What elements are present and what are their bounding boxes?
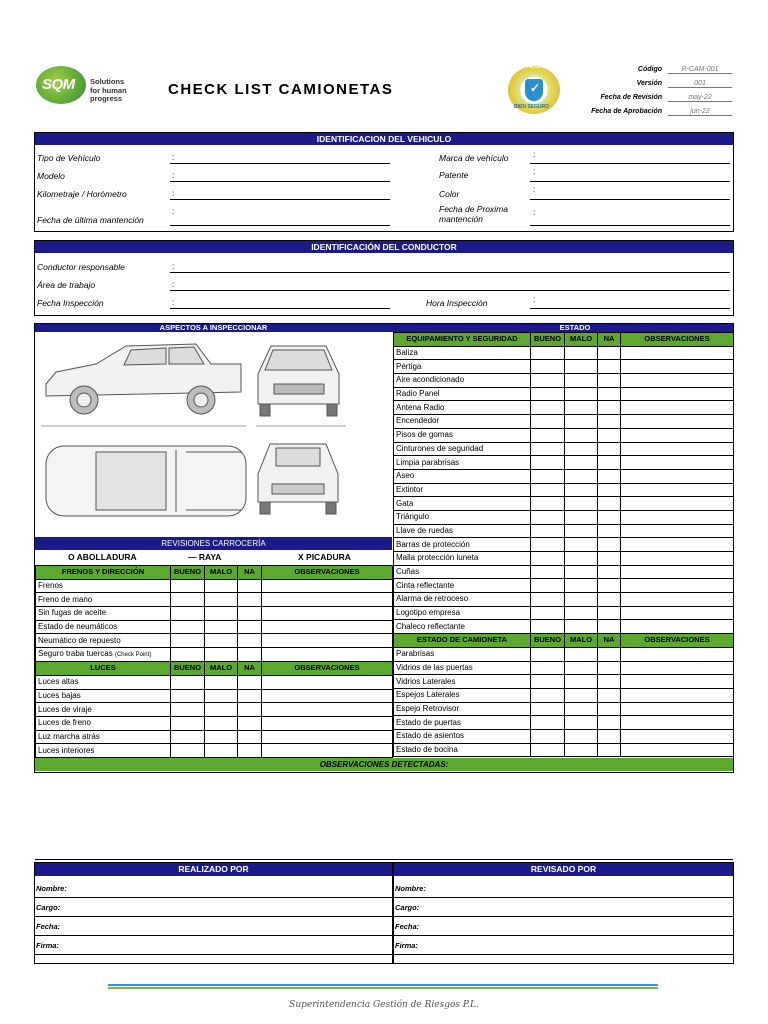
table-header-row: ESTADO DE CAMIONETA BUENO MALO NA OBSERVACIONES	[394, 634, 734, 648]
meta-value: may-22	[668, 94, 732, 102]
field-input-line[interactable]	[530, 163, 730, 164]
table-row: Luces bajas	[36, 689, 393, 703]
footer-rule	[108, 987, 658, 989]
table-row: Estado de asientos	[394, 729, 734, 743]
sig-input-line[interactable]	[394, 916, 733, 917]
estado-title: ESTADO	[530, 324, 620, 332]
observations-area[interactable]	[35, 772, 733, 860]
field-label: Color	[439, 189, 460, 199]
table-row: Parabrisas	[394, 647, 734, 661]
sig-label: Nombre:	[395, 884, 426, 893]
sig-input-line[interactable]	[35, 935, 392, 936]
truck-front-view	[256, 346, 346, 426]
table-row: Neumático de repuesto	[36, 634, 393, 648]
table-row: Sin fugas de aceite	[36, 607, 393, 621]
table-row: Limpia parabrisas	[394, 456, 734, 470]
table-row: Cinta reflectante	[394, 579, 734, 593]
table-row: Baliza	[394, 346, 734, 360]
table-row: Vidrios de las puertas	[394, 661, 734, 675]
table-row: Triángulo	[394, 510, 734, 524]
equipment-table	[393, 332, 734, 757]
field-label: Área de trabajo	[37, 280, 96, 290]
table-row: Chaleco reflectante	[394, 620, 734, 634]
field-input-line[interactable]	[170, 290, 730, 291]
sig-label: Firma:	[395, 941, 418, 950]
field-label: Fecha de última mantención	[37, 215, 144, 225]
table-row: Malla protección luneta	[394, 552, 734, 566]
table-row: Luz marcha atrás	[36, 730, 393, 744]
sig-input-line[interactable]	[394, 935, 733, 936]
table-row: Alarma de retroceso	[394, 593, 734, 607]
field-input-line[interactable]	[170, 272, 730, 273]
sig-input-line[interactable]	[35, 916, 392, 917]
table-row: Radio Panel	[394, 387, 734, 401]
sig-label: Cargo:	[36, 903, 61, 912]
table-row: Freno de mano	[36, 593, 393, 607]
seal-top-text: SIEN HECHO	[511, 64, 549, 70]
field-input-line[interactable]	[170, 199, 390, 200]
inspection-title: ASPECTOS A INSPECCIONAR	[35, 324, 392, 332]
table-row: Pértiga	[394, 360, 734, 374]
field-input-line[interactable]	[530, 225, 730, 226]
truck-top-view	[46, 446, 246, 516]
brakes-title: FRENOS Y DIRECCIÓN	[36, 566, 171, 580]
truck-state-title: ESTADO DE CAMIONETA	[394, 634, 531, 648]
table-row: Luces de freno	[36, 716, 393, 730]
meta-label: Fecha de Revisión	[600, 94, 662, 101]
revisado-title: REVISADO POR	[394, 863, 733, 876]
legend-picadura: X PICADURA	[298, 552, 351, 562]
logo-text: SQM	[42, 76, 75, 93]
table-header-row: FRENOS Y DIRECCIÓN BUENO MALO NA OBSERVACIONES	[36, 566, 393, 580]
table-row: Cinturones de seguridad	[394, 442, 734, 456]
field-label: Fecha Inspección	[37, 298, 104, 308]
field-input-line[interactable]	[530, 308, 730, 309]
table-row: Vidrios Laterales	[394, 675, 734, 689]
table-row: Llave de ruedas	[394, 524, 734, 538]
vehicle-section-title: IDENTIFICACION DEL VEHICULO	[35, 133, 733, 145]
field-label: Tipo de Vehículo	[37, 153, 101, 163]
field-input-line[interactable]	[170, 181, 390, 182]
meta-label: Versión	[636, 80, 662, 87]
sig-input-line[interactable]	[394, 897, 733, 898]
sig-label: Fecha:	[395, 922, 420, 931]
field-label: Marca de vehículo	[439, 153, 509, 163]
sig-input-line[interactable]	[35, 954, 392, 955]
table-row: Frenos	[36, 579, 393, 593]
logo-tagline: Solutions for human progress	[90, 77, 127, 103]
lights-title: LUCES	[36, 662, 171, 676]
table-row: Luces de viraje	[36, 703, 393, 717]
page-title: CHECK LIST CAMIONETAS	[168, 81, 394, 98]
table-row: Estado de puertas	[394, 716, 734, 730]
field-label: Kilometraje / Horómetro	[37, 189, 127, 199]
field-input-line[interactable]	[170, 308, 390, 309]
table-row: Antena Radio	[394, 401, 734, 415]
sig-label: Firma:	[36, 941, 59, 950]
table-row: Espejo Retrovisor	[394, 702, 734, 716]
field-input-line[interactable]	[170, 225, 390, 226]
field-input-line[interactable]	[170, 163, 390, 164]
table-row: Luces altas	[36, 675, 393, 689]
table-row: Barras de protección	[394, 538, 734, 552]
sig-input-line[interactable]	[35, 897, 392, 898]
field-label: Conductor responsable	[37, 262, 125, 272]
legend-abolladura: O ABOLLADURA	[68, 552, 137, 562]
legend-raya: — RAYA	[188, 552, 222, 562]
meta-value: 001	[668, 80, 732, 88]
vehicle-diagram	[36, 334, 391, 537]
footer-rule	[108, 984, 658, 986]
table-row: Luces interiores	[36, 744, 393, 758]
field-label: Fecha de Proxima mantención	[439, 204, 508, 224]
brakes-table	[35, 565, 393, 758]
meta-label: Código	[637, 66, 662, 73]
field-label: Modelo	[37, 171, 65, 181]
signatures-section	[34, 862, 734, 964]
table-row: Aire acondicionado	[394, 374, 734, 388]
observations-title: OBSERVACIONES DETECTADAS:	[35, 758, 733, 771]
table-header-row: LUCES BUENO MALO NA OBSERVACIONES	[36, 662, 393, 676]
table-row: Cuñas	[394, 565, 734, 579]
realizado-title: REALIZADO POR	[35, 863, 392, 876]
table-row: Estado de bocina	[394, 743, 734, 757]
table-row: Extintor	[394, 483, 734, 497]
table-row: Seguro traba tuercas (Check Point)	[36, 648, 393, 662]
sig-label: Fecha:	[36, 922, 61, 931]
table-row: Gata	[394, 497, 734, 511]
table-header-row: EQUIPAMIENTO Y SEGURIDAD BUENO MALO NA OBSERVACIONES	[394, 333, 734, 347]
meta-value: R-CAM-001	[668, 66, 732, 74]
table-row: Encendedor	[394, 415, 734, 429]
carroceria-title: REVISIONES CARROCERÍA	[35, 537, 392, 550]
table-row: Espejos Laterales	[394, 688, 734, 702]
check-icon: ✓	[530, 81, 541, 95]
truck-rear-view	[258, 444, 338, 514]
sig-label: Nombre:	[36, 884, 67, 893]
driver-section-title: IDENTIFICACIÓN DEL CONDUCTOR	[35, 241, 733, 253]
field-input-line[interactable]	[530, 181, 730, 182]
seal-bottom-text: BIEN SEGURO	[514, 104, 550, 110]
table-row: Estado de neumáticos	[36, 620, 393, 634]
field-label: Hora Inspección	[426, 298, 488, 308]
table-row: Logotipo empresa	[394, 606, 734, 620]
sig-label: Cargo:	[395, 903, 420, 912]
meta-label: Fecha de Aprobación	[591, 108, 662, 115]
field-label: Patente	[439, 170, 469, 180]
table-row: Pisos de gomas	[394, 428, 734, 442]
table-row: Aseo	[394, 469, 734, 483]
equipment-title: EQUIPAMIENTO Y SEGURIDAD	[394, 333, 531, 347]
footer-text: Superintendencia Gestión de Riesgos P.L.	[289, 1000, 479, 1010]
sig-input-line[interactable]	[394, 954, 733, 955]
field-input-line[interactable]	[530, 199, 730, 200]
meta-value: jun-22	[668, 108, 732, 116]
truck-side-view	[41, 344, 246, 426]
